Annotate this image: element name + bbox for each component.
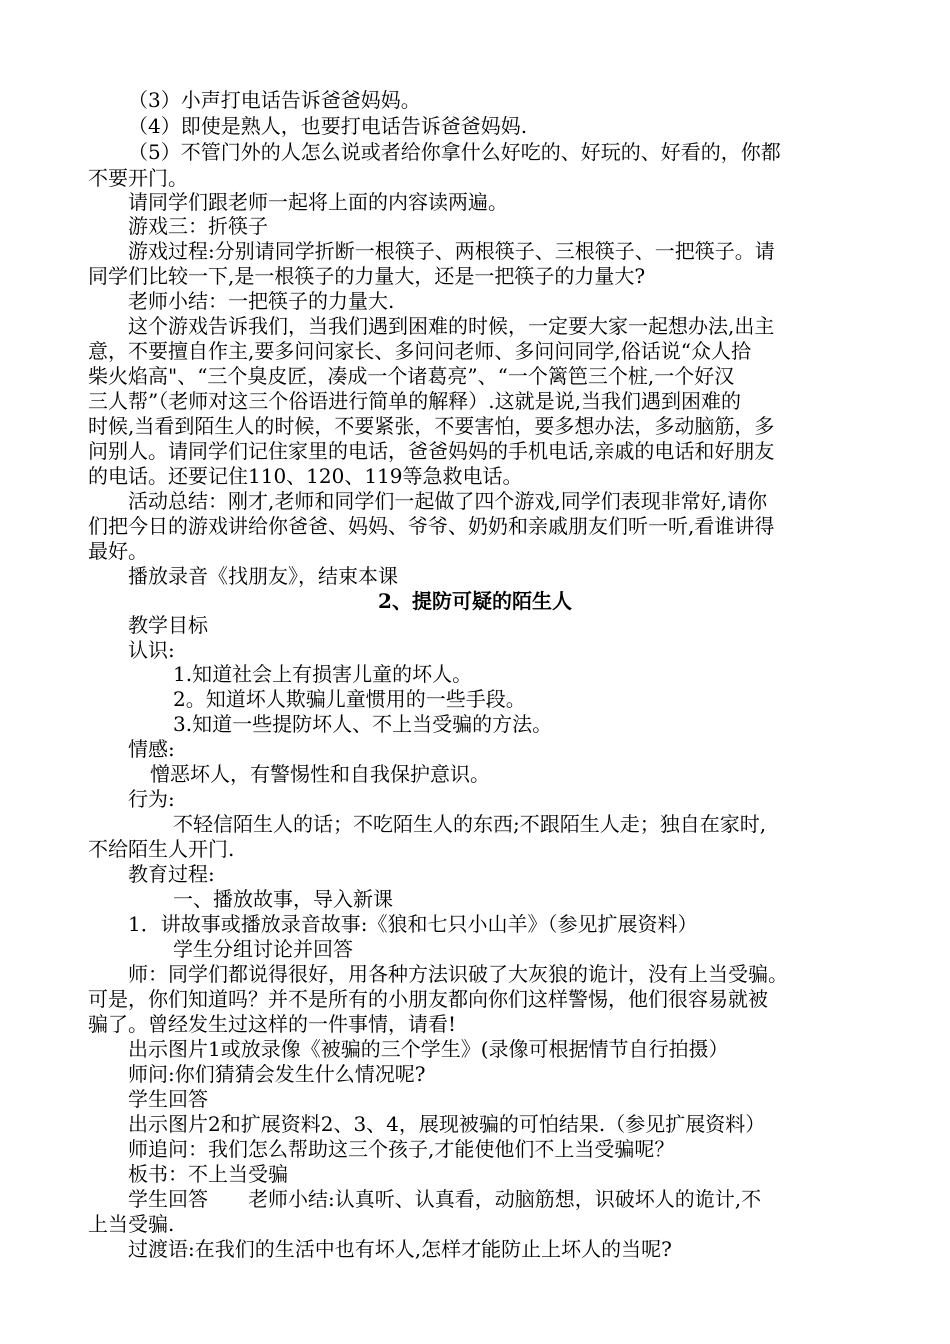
text-line: 意，不要擅自作主,要多问问家长、多问问老师、多问问同学,俗话说“众人拾 [88,339,751,363]
text-line: 出示图片2和扩展资料2、3、4，展现被骗的可怕结果.（参见扩展资料） [128,1112,766,1136]
text-line: （3）小声打电话告诉爸爸妈妈。 [128,88,421,112]
text-line: 播放录音《找朋友》，结束本课 [128,564,398,588]
text-line: 认识: [128,638,175,662]
text-line: 教育过程: [128,862,215,886]
text-line: 板书：不上当受骗 [128,1162,288,1186]
text-line: 柴火焰高"、“三个臭皮匠，凑成一个诸葛亮”、“一个篱笆三个桩,一个好汉 [88,364,735,388]
text-line: 问别人。请同学们记住家里的电话，爸爸妈妈的手机电话,亲戚的电话和好朋友 [88,439,775,463]
text-line: 游戏三：折筷子 [128,214,268,238]
text-line: 老师小结：一把筷子的力量大. [128,289,395,313]
text-line: 活动总结：刚才,老师和同学们一起做了四个游戏,同学们表现非常好,请你 [128,489,768,513]
text-line: 学生回答 [128,1087,208,1111]
text-line: 1．讲故事或播放录音故事:《狼和七只小山羊》（参见扩展资料） [128,912,698,936]
text-line: 最好。 [88,539,148,563]
text-line: 不给陌生人开门. [88,837,235,861]
text-line: 3.知道一些提防坏人、不上当受骗的方法。 [173,712,553,736]
text-line: 师追问：我们怎么帮助这三个孩子,才能使他们不上当受骗呢？ [128,1137,675,1161]
text-line: 可是，你们知道吗？并不是所有的小朋友都向你们这样警惕，他们很容易就被 [88,987,768,1011]
text-line: （5）不管门外的人怎么说或者给你拿什么好吃的、好玩的、好看的，你都 [128,140,781,164]
text-line: 学生分组讨论并回答 [173,937,353,961]
section-title: 2、提防可疑的陌生人 [378,589,572,613]
text-line: 师：同学们都说得很好，用各种方法识破了大灰狼的诡计，没有上当受骗。 [128,962,788,986]
text-line: 师问:你们猜猜会发生什么情况呢? [128,1062,426,1086]
text-line: 1.知道社会上有损害儿童的坏人。 [173,662,473,686]
text-line: 教学目标 [128,613,208,637]
text-line: 们把今日的游戏讲给你爸爸、妈妈、爷爷、奶奶和亲戚朋友们听一听,看谁讲得 [88,514,775,538]
text-line: 学生回答 老师小结:认真听、认真看，动脑筋想，识破坏人的诡计,不 [128,1187,762,1211]
text-line: 的电话。还要记住110、120、119等急救电话。 [88,464,523,488]
text-line: （4）即使是熟人，也要打电话告诉爸爸妈妈. [128,114,528,138]
text-line: 上当受骗. [88,1212,175,1236]
text-line: 游戏过程:分别请同学折断一根筷子、两根筷子、三根筷子、一把筷子。请 [128,239,775,263]
text-line: 同学们比较一下,是一根筷子的力量大，还是一把筷子的力量大? [88,264,646,288]
text-line: 出示图片1或放录像《被骗的三个学生》(录像可根据情节自行拍摄） [128,1037,729,1061]
text-line: 憎恶坏人，有警惕性和自我保护意识。 [150,762,490,786]
text-line: 这个游戏告诉我们，当我们遇到困难的时候，一定要大家一起想办法,出主 [128,314,775,338]
text-line: 2。知道坏人欺骗儿童惯用的一些手段。 [173,687,526,711]
text-line: 过渡语:在我们的生活中也有坏人,怎样才能防止上坏人的当呢? [128,1237,672,1261]
text-line: 不轻信陌生人的话；不吃陌生人的东西;不跟陌生人走；独自在家时, [173,812,767,836]
text-line: 情感: [128,737,175,761]
text-line: 骗了。曾经发生过这样的一件事情，请看! [88,1012,457,1036]
text-line: 行为: [128,787,175,811]
text-line: 不要开门。 [88,166,188,190]
text-line: 请同学们跟老师一起将上面的内容读两遍。 [128,190,508,214]
text-line: 一、播放故事，导入新课 [173,887,393,911]
text-line: 时候,当看到陌生人的时候，不要紧张，不要害怕，要多想办法，多动脑筋，多 [88,414,775,438]
text-line: 三人帮”（老师对这三个俗语进行简单的解释）.这就是说,当我们遇到困难的 [88,389,741,413]
